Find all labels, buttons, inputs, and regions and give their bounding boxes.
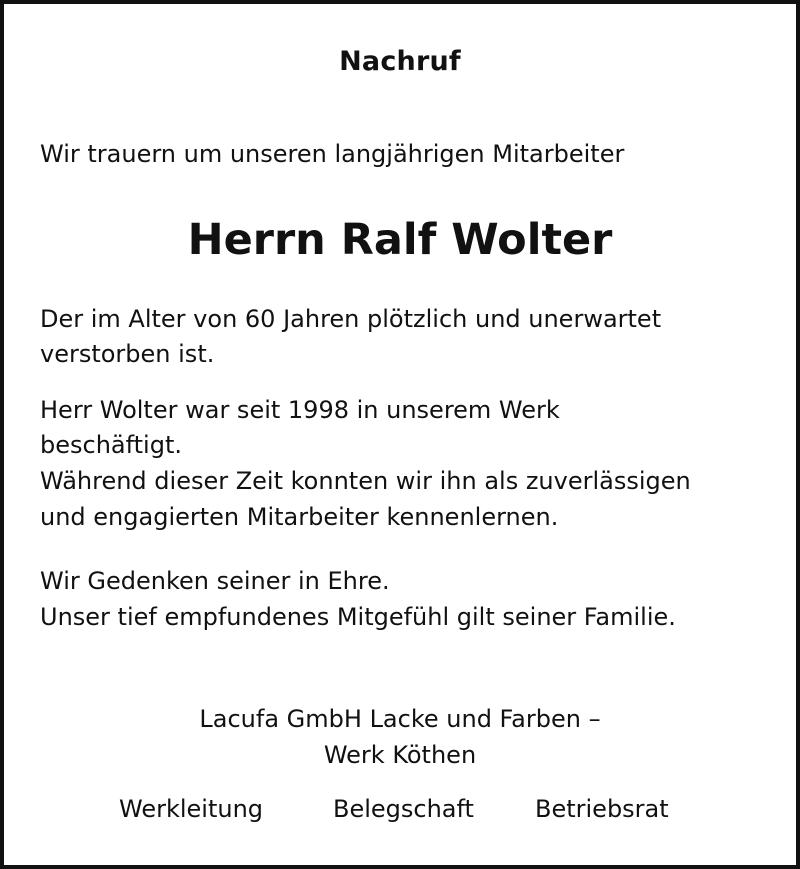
paragraph1-line2: verstorben ist. [40, 340, 215, 368]
signatory-belegschaft: Belegschaft [333, 795, 474, 823]
paragraph2-line4: und engagierten Mitarbeiter kennenlernen. [40, 503, 559, 531]
paragraph3-line2: Unser tief empfundenes Mitgefühl gilt seiner Familie. [40, 603, 676, 631]
signatory-betriebsrat: Betriebsrat [535, 795, 669, 823]
deceased-name: Herrn Ralf Wolter [187, 215, 613, 265]
notice-heading: Nachruf [339, 46, 461, 77]
paragraph2-line2: beschäftigt. [40, 431, 182, 459]
paragraph1-line1: Der im Alter von 60 Jahren plötzlich und unerwartet [40, 305, 662, 333]
paragraph2-line3: Während dieser Zeit konnten wir ihn als zuverlässigen [40, 467, 691, 495]
company-line1: Lacufa GmbH Lacke und Farben – [199, 705, 601, 733]
intro-text: Wir trauern um unseren langjährigen Mitarbeiter [40, 140, 625, 168]
paragraph2-line1: Herr Wolter war seit 1998 in unserem Werk [40, 396, 560, 424]
company-line2: Werk Köthen [323, 741, 477, 769]
signatory-werkleitung: Werkleitung [119, 795, 264, 823]
paragraph3-line1: Wir Gedenken seiner in Ehre. [40, 567, 390, 595]
